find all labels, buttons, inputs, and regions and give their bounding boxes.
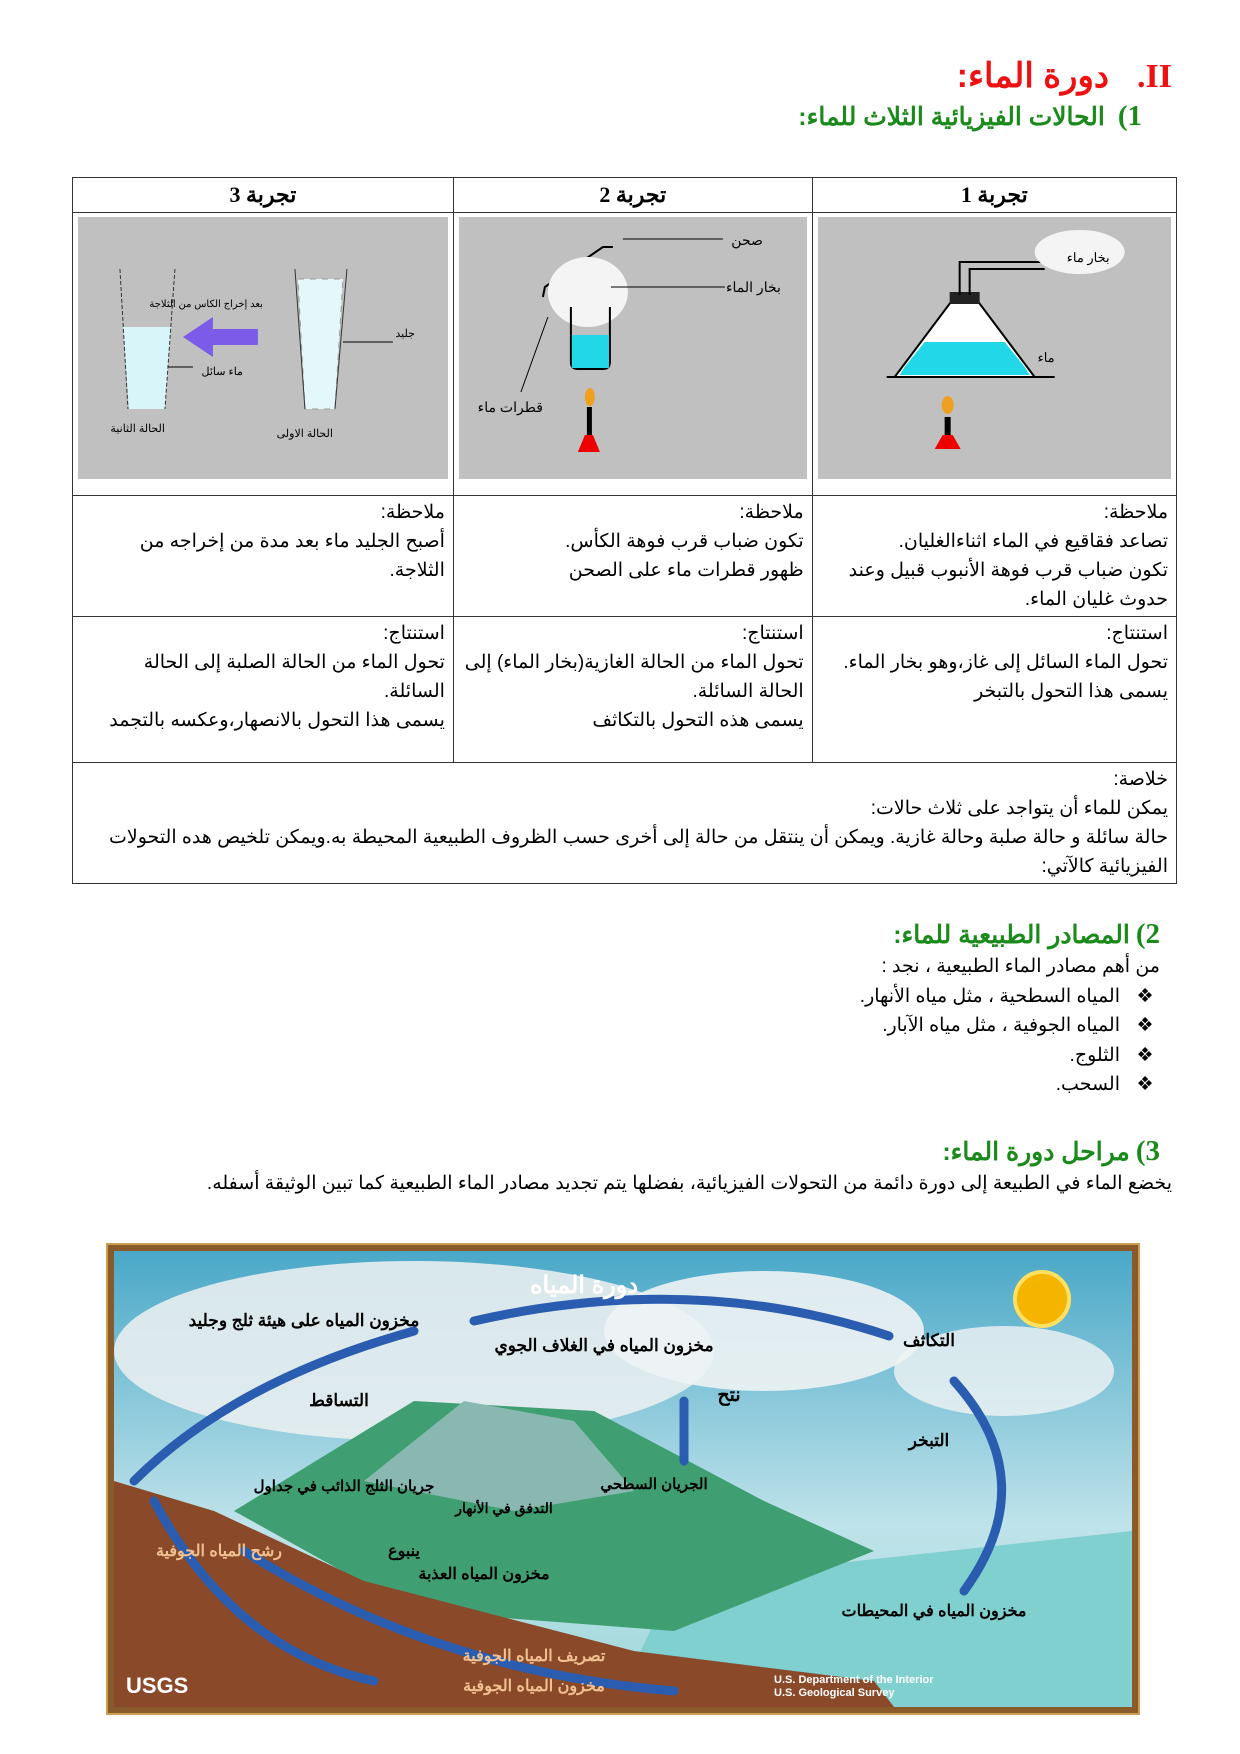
label-groundwater: مخزون المياه الجوفية xyxy=(463,1678,605,1695)
label-drops: قطرات ماء xyxy=(477,399,543,415)
label-evaporation: التبخر xyxy=(908,1431,950,1450)
usgs-logo: USGS xyxy=(126,1673,189,1698)
summary: خلاصة: يمكن للماء أن يتواجد على ثلاث حالات: حالة سائلة و حالة صلبة وحالة غازية. ويمكن أن ينتقل من حالة إلى أخرى حسب الظروف الطبيعية المحيطة به.ويمكن تلخيص هده التحولات الفيزيائية كالآتي: xyxy=(73,763,1177,884)
subheading-physical-states: 1) الحالات الفيزيائية الثلاث للماء: xyxy=(798,100,1142,132)
exp2-notes: ملاحظة: تكون ضباب قرب فوهة الكأس. ظهور قطرات ماء على الصحن xyxy=(453,496,812,617)
label-liquid: ماء سائل xyxy=(201,366,243,378)
label-water: ماء xyxy=(1037,350,1055,365)
label-infiltration: رشح المياه الجوفية xyxy=(156,1543,282,1560)
list-item: ❖المياه السطحية ، مثل مياه الأنهار. xyxy=(859,985,1154,1007)
exp3-title: تجربة 3 xyxy=(73,178,454,213)
cycle-title: دورة المياه xyxy=(529,1272,639,1299)
sources-list xyxy=(860,955,1160,1103)
label-condensation: التكاثف xyxy=(903,1331,955,1350)
label-second-state: الحالة الثانية xyxy=(110,423,165,435)
exp3-diagram xyxy=(73,213,454,496)
subheading-natural-sources: 2)المصادر الطبيعية للماء: xyxy=(893,918,1160,950)
list-item: ❖السحب. xyxy=(1055,1074,1154,1095)
sources-intro: من أهم مصادر الماء الطبيعية ، نجد : xyxy=(881,956,1160,977)
label-surface-runoff: الجريان السطحي xyxy=(600,1476,708,1493)
label-snow-store: مخزون المياه على هيئة ثلج وجليد xyxy=(188,1311,420,1330)
exp1-diagram xyxy=(812,213,1176,496)
exp1-notes: ملاحظة: تصاعد فقاقيع في الماء اثناءالغليان. تكون ضباب قرب فوهة الأنبوب قبيل وعند حدوث غليان الماء. xyxy=(812,496,1176,617)
label-after-fridge: بعد إخراج الكاس من الثلاجة xyxy=(149,299,263,310)
label-snowmelt: جريان الثلج الذائب في جداول xyxy=(253,1478,435,1495)
water-cycle-diagram xyxy=(108,1245,1138,1713)
exp2-title: تجربة 2 xyxy=(453,178,812,213)
label-streamflow: التدفق في الأنهار xyxy=(455,1500,553,1516)
exp1-conclusion: استنتاج: تحول الماء السائل إلى غاز،وهو بخار الماء. يسمى هذا التحول بالتبخر xyxy=(812,617,1176,763)
label-spring: ينبوع xyxy=(388,1543,420,1560)
label-ocean: مخزون المياه في المحيطات xyxy=(841,1603,1027,1620)
exp3-notes: ملاحظة: أصبح الجليد ماء بعد مدة من إخراجه من الثلاجة. xyxy=(73,496,454,617)
label-first-state: الحالة الاولى xyxy=(276,428,333,440)
label-ice: جليد xyxy=(395,328,415,340)
list-item: ❖الثلوج. xyxy=(1069,1044,1154,1066)
exp2-conclusion: استنتاج: تحول الماء من الحالة الغازية(بخار الماء) إلى الحالة السائلة. يسمى هذه التحول بالتكاثف xyxy=(453,617,812,763)
credit-line-1: U.S. Department of the Interior xyxy=(774,1674,934,1686)
subheading-cycle-stages: 3)مراحل دورة الماء: xyxy=(942,1135,1160,1167)
boiling-flask-illustration xyxy=(818,217,1171,479)
label-plate: صحن xyxy=(731,232,763,248)
melting-illustration xyxy=(78,217,448,479)
label-precipitation: التساقط xyxy=(309,1391,369,1410)
label-vapor: بخار الماء xyxy=(725,279,781,295)
exp2-diagram xyxy=(453,213,812,496)
label-freshwater: مخزون المياه العذبة xyxy=(418,1566,550,1583)
label-atmosphere: مخزون المياه في الغلاف الجوي xyxy=(494,1336,714,1355)
cycle-intro: يخضع الماء في الطبيعة إلى دورة دائمة من التحولات الفيزيائية، بفضلها يتم تجديد مصادر الماء الطبيعية كما تبين الوثيقة أسفله. xyxy=(206,1173,1172,1194)
condensation-illustration xyxy=(459,217,807,479)
exp1-title: تجربة 1 xyxy=(812,178,1176,213)
label-transpiration: نتح xyxy=(717,1385,741,1406)
credit-line-2: U.S. Geological Survey xyxy=(774,1687,895,1699)
exp3-conclusion: استنتاج: تحول الماء من الحالة الصلبة إلى الحالة السائلة. يسمى هذا التحول بالانصهار،وعكسه بالتجمد xyxy=(73,617,454,763)
label-discharge: تصريف المياه الجوفية xyxy=(462,1648,606,1665)
section-heading-water-cycle: II.دورة الماء: xyxy=(956,57,1172,95)
list-item: ❖المياه الجوفية ، مثل مياه الآبار. xyxy=(882,1015,1154,1036)
label-vapor: بخار ماء xyxy=(1066,250,1110,265)
experiments-table xyxy=(72,177,1177,884)
